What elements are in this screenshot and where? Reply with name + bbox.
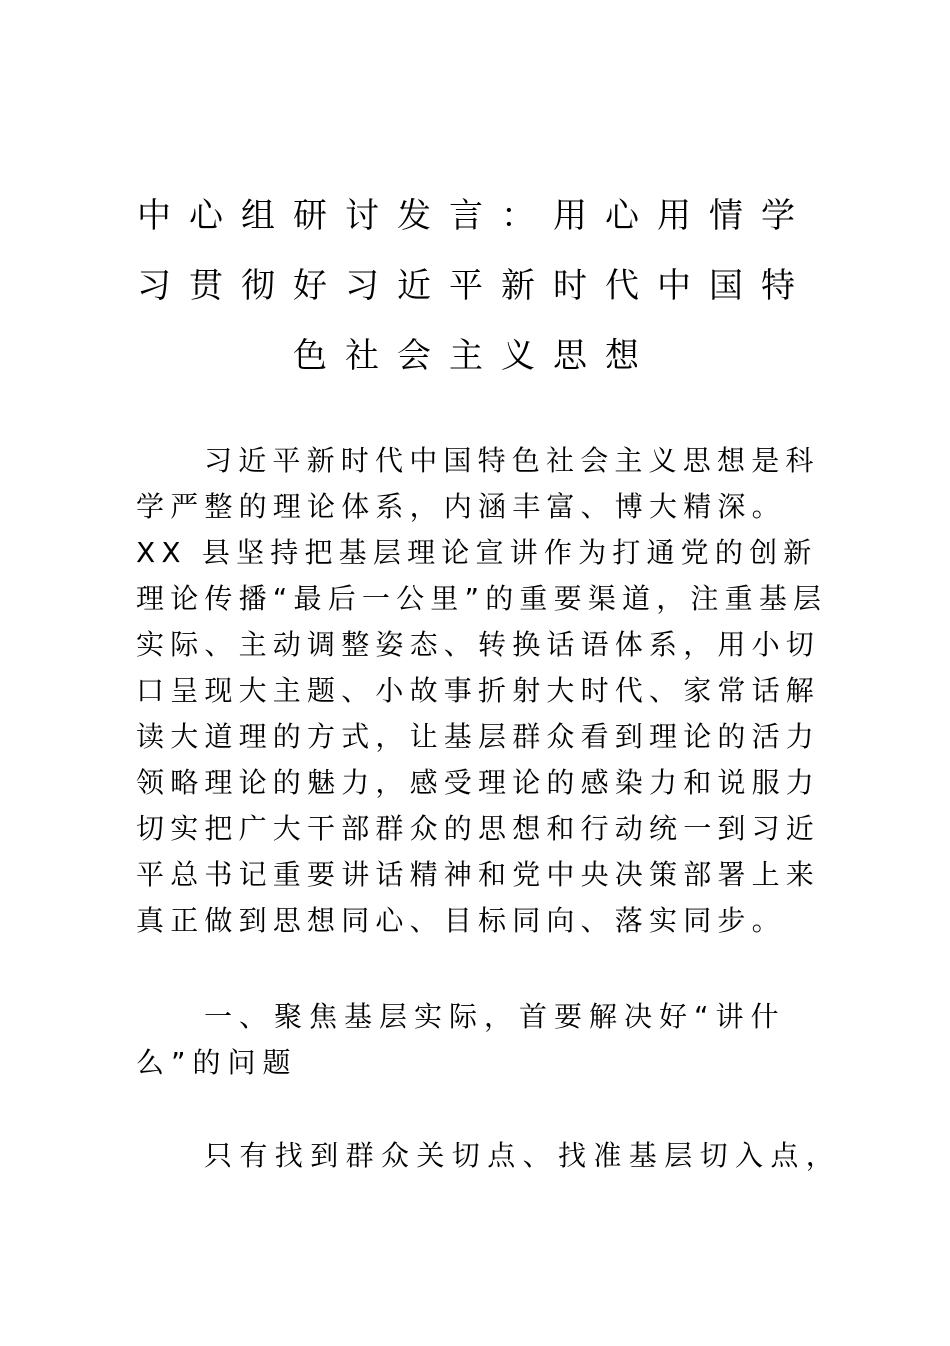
section-heading-line-1: 一、聚焦基层实际，首要解决好“讲什 [204, 1000, 786, 1033]
intro-paragraph-line: 习近平新时代中国特色社会主义思想是科 [204, 444, 820, 477]
intro-paragraph-line: 口呈现大主题、小故事折射大时代、家常话解 [136, 674, 821, 707]
intro-paragraph-line: 理论传播“最后一公里”的重要渠道，注重基层 [136, 582, 828, 615]
section-heading-line-2: 么”的问题 [136, 1046, 298, 1079]
intro-paragraph-line: 实际、主动调整姿态、转换话语体系，用小切 [136, 628, 821, 661]
document-title-line-3: 色社会主义思想 [293, 336, 657, 376]
intro-paragraph-line: 学严整的理论体系，内涵丰富、博大精深。 [136, 490, 786, 523]
section-body-line: 只有找到群众关切点、找准基层切入点， [204, 1139, 842, 1172]
intro-paragraph-line: XX 县坚持把基层理论宣讲作为打通党的创新 [136, 536, 818, 569]
intro-paragraph-line: 平总书记重要讲话精神和党中央决策部署上来 [136, 858, 821, 891]
document-title-line-1: 中心组研讨发言：用心用情学 [137, 196, 813, 236]
document-title-line-2: 习贯彻好习近平新时代中国特 [137, 266, 813, 306]
intro-paragraph-line: 切实把广大干部群众的思想和行动统一到习近 [136, 812, 821, 845]
intro-paragraph-line: 领略理论的魅力，感受理论的感染力和说服力 [136, 766, 821, 799]
intro-paragraph-line: 真正做到思想同心、目标同向、落实同步。 [136, 904, 786, 937]
intro-paragraph-line: 读大道理的方式，让基层群众看到理论的活力 [136, 720, 821, 753]
